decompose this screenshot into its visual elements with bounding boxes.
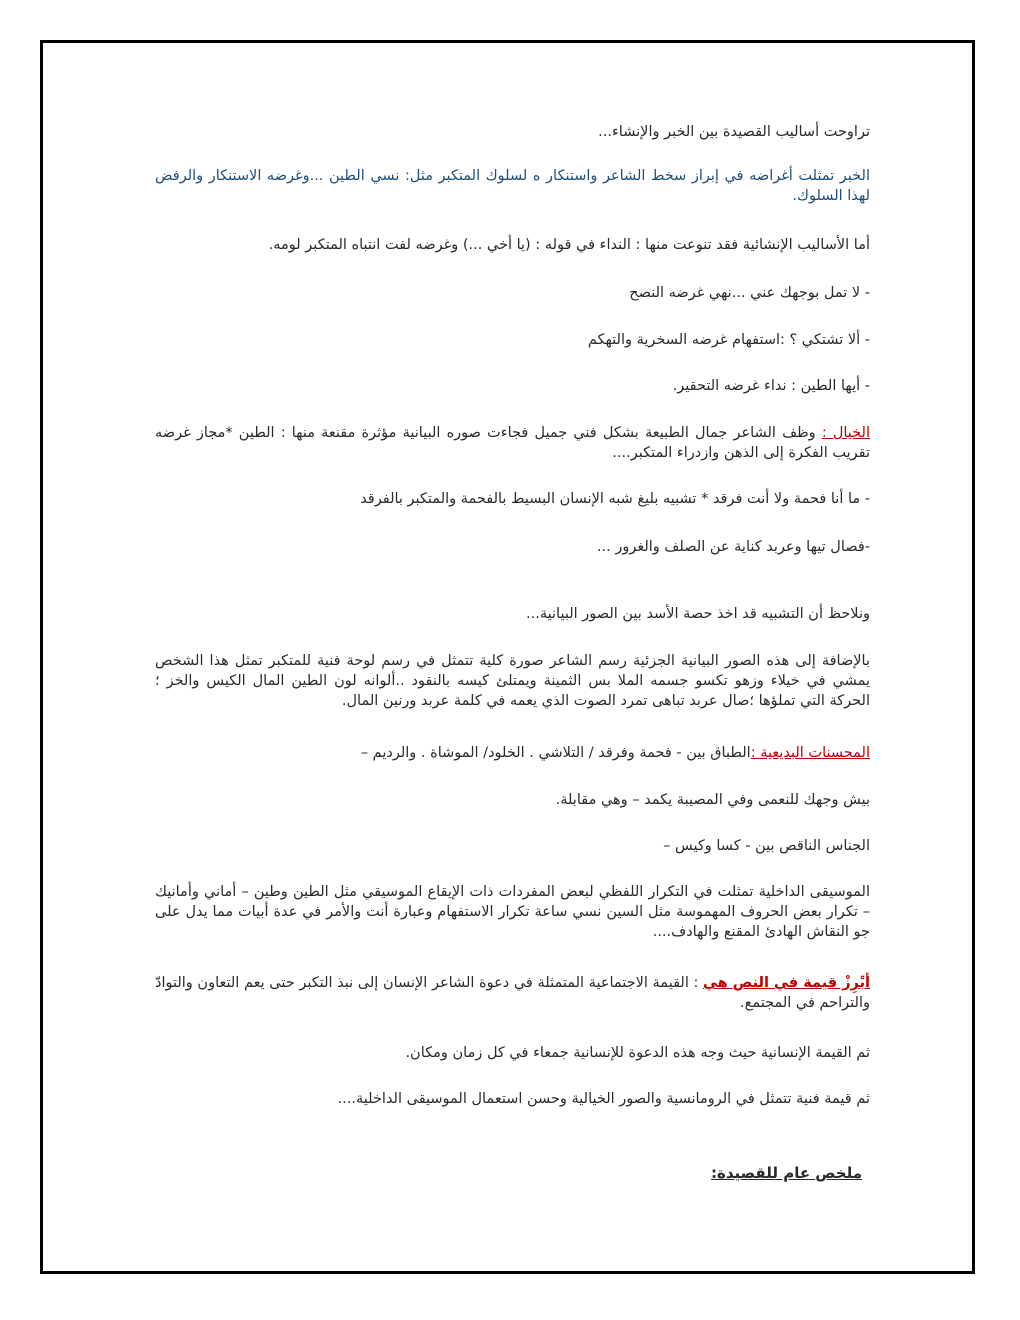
summary-heading: ملخص عام للقصيدة: bbox=[711, 1164, 862, 1182]
value-heading: أبْرِزْ قيمة في النص هي bbox=[703, 975, 870, 991]
paragraph-value bbox=[155, 973, 870, 1013]
bullet-question: - ألا تشتكي ؟ :استفهام غرضه السخرية والتهكم bbox=[587, 332, 870, 348]
rhetoric-text: الطباق بين - فحمة وفرقد / التلاشي . الخلود/ الموشاة . والرديم – bbox=[360, 745, 751, 761]
bullet-simile: - ما أنا فحمة ولا أنت فرقد * تشبيه بليغ شبه الإنسان البسيط بالفحمة والمتكبر بالفرقد bbox=[360, 491, 870, 507]
value-text: : القيمة الاجتماعية المتمثلة في دعوة الشاعر الإنسان إلى نبذ التكبر حتى يعم التعاون والتوادّ والتراحم في المجتمع. bbox=[155, 975, 870, 1011]
paragraph-rhetoric bbox=[361, 743, 870, 763]
paragraph-imagery bbox=[155, 423, 870, 463]
imagery-text: وظف الشاعر جمال الطبيعة بشكل فني جميل فجاءت صوره البيانية مؤثرة مقنعة منها : الطين *مجاز غرضه تقريب الفكرة إلى الذهن وازدراء المتكبر.... bbox=[155, 425, 870, 461]
paragraph-human-value: ثم القيمة الإنسانية حيث وجه هذه الدعوة للإنسانية جمعاء في كل زمان ومكان. bbox=[405, 1045, 870, 1061]
paragraph-whole-image: بالإضافة إلى هذه الصور البيانية الجزئية رسم الشاعر صورة كلية تتمثل في رسم لوحة فنية للمتكبر تمثل هذا الشخص يمشي في خيلاء وزهو تكسو جسمه الملا بس الثمينة ويمتلئ كيسه بالنقود ..ألوانه لون الطين المال الكيس والخز ؛ الحركة التي تملؤها ؛صال عربد تباهى تمرد الصوت الذي يعمه في كلمة عربد ورنين المال. bbox=[155, 653, 870, 709]
paragraph-music: الموسيقى الداخلية تمثلت في التكرار اللفظي لبعض المفردات ذات الإيقاع الموسيقي مثل الطين وطين – أماني وأمانيك – تكرار بعض الحروف المهموسة مثل السين نسي ساعة تكرار الاستفهام وعبارة أنت والأمر في عدة أبيات مما يدل على جو النقاش الهادئ المقنع والهادف.... bbox=[155, 884, 870, 940]
paragraph-compositional: أما الأساليب الإنشائية فقد تنوعت منها : النداء في قوله : (يا أخي ...) وغرضه لفت انتباه المتكبر لومه. bbox=[268, 237, 870, 253]
paragraph-artistic-value: ثم قيمة فنية تتمثل في الرومانسية والصور الخيالية وحسن استعمال الموسيقى الداخلية.... bbox=[337, 1091, 870, 1107]
paragraph-declarative: الخبر تمثلت أغراضه في إبراز سخط الشاعر واستنكار ه لسلوك المتكبر مثل: نسي الطين ...وغرضه الاستنكار والرفض لهذا السلوك. bbox=[155, 168, 870, 204]
bullet-metonymy: -فصال تيها وعربد كناية عن الصلف والغرور ... bbox=[596, 539, 870, 555]
rhetoric-heading: المحسنات البديعية : bbox=[750, 745, 870, 761]
paragraph-contrast: بيش وجهك للنعمى وفي المصيبة يكمد – وهي مقابلة. bbox=[555, 792, 870, 808]
imagery-heading: الخيال : bbox=[821, 425, 870, 441]
paragraph-simile-note: ونلاحظ أن التشبيه قد اخذ حصة الأسد بين الصور البيانية... bbox=[526, 606, 870, 622]
paragraph-paronomasia: الجناس الناقص بين - كسا وكيس – bbox=[663, 838, 870, 854]
bullet-prohibition: - لا تمل بوجهك عني ...نهي غرضه النصح bbox=[629, 285, 870, 301]
paragraph-styles-intro: تراوحت أساليب القصيدة بين الخبر والإنشاء... bbox=[598, 124, 870, 140]
bullet-vocative: - أيها الطين : نداء غرضه التحقير. bbox=[672, 378, 870, 394]
